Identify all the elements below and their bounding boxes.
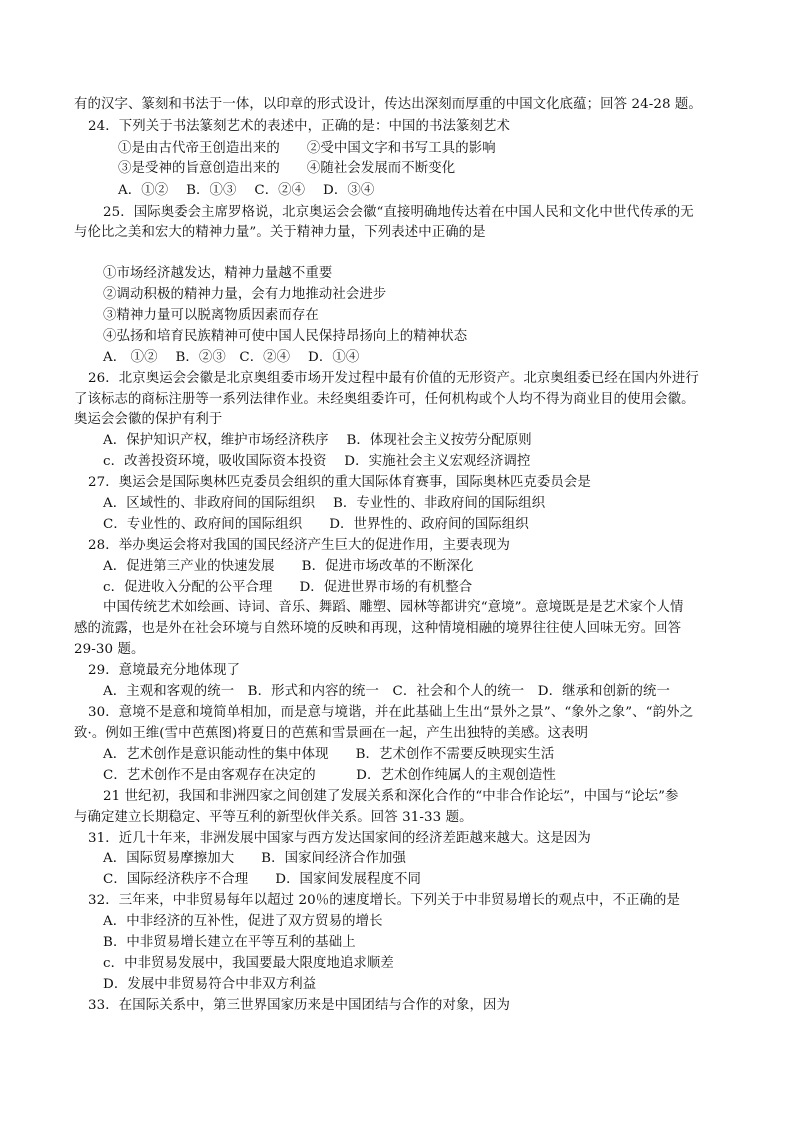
question-28: 28．举办奥运会将对我国的国民经济产生巨大的促进作用，主要表现为 (88, 538, 510, 553)
text-line: 奥运会会徽的保护有利于 (74, 412, 223, 427)
text-line: 致·。例如王维(雪中芭蕉图)将夏日的芭蕉和雪景画在一起，产生出独特的美感。这表明 (74, 726, 589, 741)
option-line: ③是受神的旨意创造出来的 ④随社会发展而不断变化 (118, 161, 456, 176)
option-line: ②调动积极的精神力量，会有力地推动社会进步 (103, 287, 387, 302)
option-line: c．促进收入分配的公平合理 D．促进世界市场的有机整合 (103, 580, 473, 595)
question-26: 26．北京奥运会会徽是北京奥组委市场开发过程中最有价值的无形资产。北京奥组委已经在国内外进行 (88, 371, 699, 386)
passage-line: 21 世纪初，我国和非洲四家之间创建了发展关系和深化合作的“中非合作论坛”，中国与“论坛”参 (103, 789, 679, 804)
option-line: A．主观和客观的统一 B．形式和内容的统一 C．社会和个人的统一 D．继承和创新的统一 (103, 684, 671, 699)
option-line: A．区域性的、非政府间的国际组织 B．专业性的、非政府间的国际组织 (103, 496, 546, 511)
question-27: 27．奥运会是国际奥林匹克委员会组织的重大国际体育赛事，国际奥林匹克委员会是 (88, 475, 591, 490)
answer-choices: A．①② B．①③ C．②④ D．③④ (118, 183, 375, 198)
passage-line: 与确定建立长期稳定、平等互利的新型伙伴关系。回答 31-33 题。 (74, 810, 473, 825)
answer-choices: A． ①② B．②③ C．②④ D．①④ (103, 350, 360, 365)
question-25: 25．国际奥委会主席罗格说，北京奥运会会徽“直接明确地传达着在中国人民和文化中世代传承的无 (103, 205, 694, 220)
question-33: 33．在国际关系中，第三世界国家历来是中国团结与合作的对象，因为 (88, 998, 510, 1013)
text-line: 了该标志的商标注册等一系列法律作业。未经奥组委许可，任何机构或个人均不得为商业目的使用会徽。 (74, 392, 695, 407)
option-line: B．中非贸易增长建立在平等互利的基础上 (103, 935, 356, 950)
passage-line: 感的流露，也是外在社会环境与自然环境的反映和再现，这种情境相融的境界往往使人回味无穷。回答 (74, 621, 682, 636)
option-line: ③精神力量可以脱离物质因素而存在 (103, 308, 319, 323)
question-30: 30．意境不是意和境简单相加，而是意与境谐，并在此基础上生出“景外之景”、“象外之象”、“韵外之 (88, 705, 694, 720)
question-29: 29．意境最充分地体现了 (88, 663, 241, 678)
option-line: ①市场经济越发达，精神力量越不重要 (103, 266, 333, 281)
option-line: C．专业性的、政府间的国际组织 D．世界性的、政府间的国际组织 (103, 517, 529, 532)
text-line: 有的汉字、篆刻和书法于一体，以印章的形式设计，传达出深刻而厚重的中国文化底蕴；回答 24-28 题。 (74, 97, 702, 112)
option-line: C．国际经济秩序不合理 D．国家间发展程度不同 (103, 872, 421, 887)
option-line: A．国际贸易摩擦加大 B．国家间经济合作加强 (103, 851, 407, 866)
question-31: 31．近几十年来，非洲发展中国家与西方发达国家间的经济差距越来越大。这是因为 (88, 831, 591, 846)
option-line: ①是由古代帝王创造出来的 ②受中国文字和书写工具的影响 (118, 141, 496, 156)
option-line: A．艺术创作是意识能动性的集中体现 B．艺术创作不需要反映现实生活 (103, 747, 555, 762)
question-32: 32．三年来，中非贸易每年以超过 20％的速度增长。下列关于中非贸易增长的观点中，不正确的是 (88, 893, 680, 908)
option-line: C．艺术创作不是由客观存在决定的 D．艺术创作纯属人的主观创造性 (103, 768, 556, 783)
passage-line: 中国传统艺术如绘画、诗词、音乐、舞蹈、雕塑、园林等都讲究“意境”。意境既是是艺术家个人情 (103, 600, 684, 615)
option-line: c．改善投资环境，吸收国际资本投资 D．实施社会主义宏观经济调控 (103, 454, 531, 469)
question-24: 24．下列关于书法篆刻艺术的表述中，正确的是：中国的书法篆刻艺术 (88, 119, 510, 134)
option-line: c．中非贸易发展中，我国要最大限度地追求顺差 (103, 956, 394, 971)
passage-line: 29-30 题。 (74, 642, 145, 657)
option-line: D．发展中非贸易符合中非双方利益 (103, 977, 317, 992)
option-line: ④弘扬和培育民族精神可使中国人民保持昂扬向上的精神状态 (103, 329, 468, 344)
option-line: A．中非经济的互补性，促进了双方贸易的增长 (103, 914, 383, 929)
text-line: 与伦比之美和宏大的精神力量”。关于精神力量，下列表述中正确的是 (74, 225, 486, 240)
option-line: A．保护知识产权，维护市场经济秩序 B．体现社会主义按劳分配原则 (103, 433, 532, 448)
option-line: A．促进第三产业的快速发展 B．促进市场改革的不断深化 (103, 559, 474, 574)
